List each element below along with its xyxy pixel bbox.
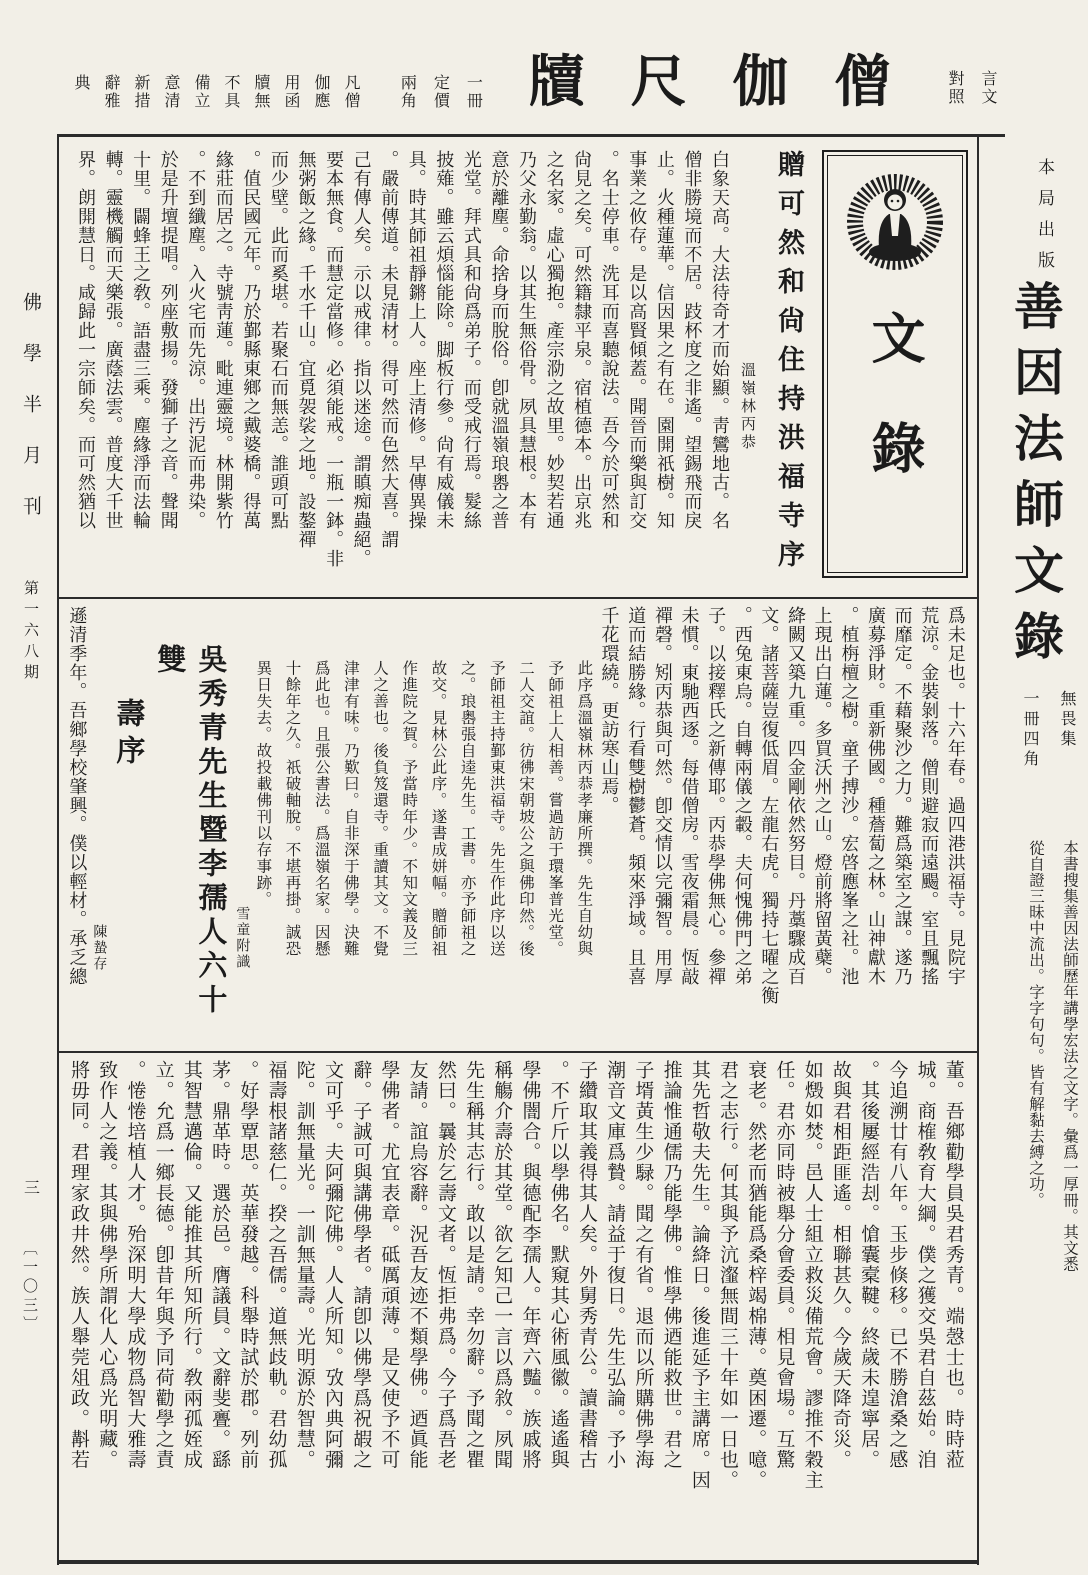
masthead-box-inner [827, 155, 963, 573]
note-column: 津津有味。乃歎曰。自非深于佛學。決難 [341, 660, 360, 957]
text-column: 轉。靈機觸而天樂張。廣蔭法雲。普度大千世 [102, 150, 124, 530]
text-column: 乃父永勤翁。以其生無俗骨。夙具慧根。本有 [516, 150, 537, 530]
text-column: 茅。鼎革時。選於邑。膺議員。文辭斐亹。繇 [209, 1060, 232, 1470]
book-title-char: 伽 [732, 49, 789, 115]
text-column: 其智慧邁倫。又能推其所知所行。敎兩孤姪成 [180, 1060, 203, 1470]
text-column: 。不斤斤以學佛名。默窺其心術風徽。遙遙與 [547, 1060, 570, 1470]
sidebar-book-description [1025, 840, 1081, 1310]
text-column: 光堂。拜式具和尙爲弟子。而受戒行焉。髮絲 [460, 150, 482, 530]
publisher-sidebar [985, 150, 1085, 1560]
text-band-middle [64, 606, 968, 1044]
text-column: 。植栴檀之樹。童子搏沙。宏啓應峯之社。池 [838, 606, 860, 986]
text-column: 衰老。然老而猶能爲桑梓竭棉薄。奠困遷。噫。 [745, 1060, 768, 1491]
text-band-bottom [66, 1060, 968, 1556]
text-column: 絳闕又築九重。四金剛依然努目。丹藁驟成百 [785, 606, 807, 986]
sidebar-label-column: 一冊四角 [1021, 690, 1040, 770]
left-border-rule [57, 137, 59, 1565]
band2-divider-rule [59, 1051, 977, 1053]
article1-body-top [72, 150, 732, 590]
price-column: 定價 [431, 74, 451, 110]
book-title-char: 牘 [528, 49, 585, 115]
ad-column: 辭雅 [102, 74, 121, 110]
article2-title-line1: 吳秀青先生暨李孺人六十雙 [153, 644, 229, 1018]
ad-column: 典 [72, 74, 91, 92]
sidebar-book-labels [1019, 690, 1079, 840]
text-column: 城。商榷敎育大綱。僕之獲交吳君自茲始。洎 [914, 1060, 937, 1470]
page-header [70, 48, 1000, 132]
text-column: 要本無食。而慧定當修。必須能戒。一瓶一鉢。非 [323, 150, 345, 568]
text-column: 。其後屢經浩刦。愴囊槖鞬。終歲未遑寧居。 [858, 1060, 881, 1470]
text-column: 上現出白蓮。多買沃州之山。燈前將留黃蘗。 [811, 606, 833, 986]
text-column: 故與君相距匪遙。相聯甚久。今歲天降奇災。 [829, 1060, 852, 1470]
text-column: 廣募淨財。重新佛國。種薝蔔之林。山神獻木 [864, 606, 886, 986]
text-column: 未慣。東馳西逐。每借僧房。雪夜霜晨。恆敲 [678, 606, 700, 986]
text-column: 。好學覃思。英華發越。科舉時試於郡。列前 [237, 1060, 260, 1470]
note-column: 人之善也。後負笈還寺。重讀其文。不覺 [371, 660, 390, 957]
editor-note-signature: 雪童附識 [234, 906, 251, 970]
caption-column: 對照 [945, 70, 965, 106]
publisher-label: 本局出版 [1034, 158, 1054, 282]
text-column: 學佛闇合。與德配李孺人。年齊六豔。族戚將 [519, 1060, 542, 1470]
note-column: 作進院之賀。予當時年少。不知文義及三 [400, 660, 419, 957]
book-ad-text [70, 48, 363, 122]
text-column: 君之志行。何其與予沆瀣無間三十年如一日也。 [717, 1060, 740, 1491]
text-column: 先生稱其志行。敢以是請。幸勿辭。予聞之瞿 [463, 1060, 486, 1470]
sidebar-desc-column: 從自證三昧中流出。字字句句。皆有解黏去縛之功。 [1027, 840, 1045, 1208]
article1-byline: 溫嶺林丙恭 [739, 362, 757, 452]
ad-column: 凡僧 [342, 74, 361, 110]
text-column: 事業之攸存。是以高賢傾蓋。聞晉而樂與訂交 [626, 150, 648, 530]
note-column: 爲此也。且張公書法。爲溫嶺名家。因懸 [312, 660, 331, 957]
sidebar-divider-rule [977, 137, 979, 1565]
text-column: 學佛者。尤宜表章。砥厲頑薄。是又使予不可 [378, 1060, 401, 1470]
note-column: 之。琅嶴張自逵先生。工書。亦予師祖之 [458, 660, 477, 957]
journal-title: 佛學半月刊 [20, 292, 42, 547]
article1-body-mid [596, 606, 968, 1044]
text-column: 爲未足也。十六年春。過四港洪福寺。見院宇 [944, 606, 966, 986]
bottom-border-rule [59, 1560, 977, 1564]
note-column: 此序爲溫嶺林丙恭孝廉所撰。先生自幼與 [575, 660, 594, 957]
folio-number: 三 [24, 1178, 41, 1197]
ad-column: 伽應 [312, 74, 331, 110]
text-column: 將毋同。君理家政井然。族人舉莞俎政。斠若 [68, 1060, 90, 1470]
text-column: 荒涼。金裝剝落。僧則避寂而遠颺。室且飄搖 [918, 606, 940, 986]
text-column: 意於離塵。命捨身而脫俗。卽就溫嶺琅嶴之普 [488, 150, 510, 530]
text-column: 陀。訓無量光。一訓無量壽。光明源於智慧。 [293, 1060, 316, 1470]
text-column: 立。允爲一鄉長德。卽昔年與予同荷勸學之責 [152, 1060, 175, 1470]
note-column: 予師祖上人相善。嘗過訪于環峯普光堂。 [546, 660, 565, 957]
text-column: 子壻黃生少騄。聞之有省。退而以所購佛學海 [632, 1060, 655, 1470]
text-column: 。惓惓培植人才。殆深明大學成物爲智大雅壽 [124, 1060, 147, 1470]
ad-column: 不具 [222, 74, 241, 110]
note-column: 異日失去。故投載佛刊以存事跡。 [254, 660, 273, 908]
price-column: 一冊 [464, 74, 484, 110]
note-column: 二人交誼。彷彿宋朝坡公之與佛印然。後 [517, 660, 536, 957]
text-column: 白象天高。大法待奇才而始顯。靑鸞地古。名 [708, 150, 730, 530]
text-column: 今追溯廿有八年。玉步倏移。已不勝滄桑之感 [886, 1060, 909, 1470]
book-title-char: 尺 [630, 49, 687, 115]
issue-number: 第一六八期 [22, 580, 40, 685]
text-column: 董。吾鄉勸學員吳君秀青。端愨士也。時時蒞 [942, 1060, 965, 1470]
text-column: 潮音文庫爲贄。請益于復日。先生弘論。予小 [604, 1060, 627, 1470]
text-column: 子纘取其義得其人矣。外舅秀青公。讀書稽古 [575, 1060, 598, 1470]
masthead-box [822, 150, 968, 578]
text-column: 披薙。雖云煩惱能除。脚板行參。尙有威儀未 [433, 150, 455, 530]
text-column: 界。朗開慧日。咸歸此一宗師矣。而可然猶以 [75, 150, 96, 530]
text-column: 己有傳人矣。示以戒律。指以迷途。謂瞋痴蟲絕。 [350, 150, 372, 568]
text-column: 無粥飯之緣。千水千山。宜覓袈裟之地。設鏊禪 [295, 150, 317, 549]
header-divider-rule [57, 134, 1005, 137]
text-column: 其先哲敬夫先生。論絳日。後進延予主講席。因 [688, 1060, 711, 1491]
editor-note [252, 606, 595, 1044]
text-column: 於是升壇提唱。列座敷揚。發獅子之音。聲聞 [157, 150, 179, 530]
text-column: 。嚴前傳道。未見清材。得可然而色然大喜。謂 [378, 150, 400, 549]
sidebar-book-title: 善因法師文錄 [1006, 280, 1065, 676]
note-column: 予師祖主持鄞東洪福寺。先生作此序以送 [487, 660, 506, 957]
text-column: 禪磬。矧丙恭與可然。卽交情以完彌智。用厚 [651, 606, 673, 986]
text-column: 文可乎。夫阿彌陀佛。人人所知。攷內典阿彌 [321, 1060, 344, 1470]
article2-first-column: 遜清季年。吾鄉學校肇興。僕以輕材。承乏總 [66, 606, 88, 986]
text-column: 文。諸菩薩豈復低眉。左龍右虎。獨持七曜之衡 [758, 606, 780, 1005]
article2-title-line2: 壽序 [112, 698, 147, 772]
text-column: 尙見之矣。可然籍隸平泉。宿植德本。出京兆 [571, 150, 593, 530]
text-column: 然曰。曩於乞壽文者。恆拒弗爲。今子爲吾老 [434, 1060, 457, 1470]
buddha-illustration [837, 170, 953, 274]
text-column: 之名家。虛心獨抱。產宗泐之故里。妙契若通 [543, 150, 565, 530]
band1-divider-rule [59, 597, 977, 599]
article1-title: 贈可然和尙住持洪福寺序 [773, 150, 804, 579]
ad-column: 意清 [162, 74, 181, 110]
sidebar-desc-column: 本書搜集善因法師歷年講學宏法之文字。彙爲一厚冊。其文悉 [1061, 840, 1079, 1272]
book-title [519, 48, 911, 115]
text-column: 。不到纖塵。入火宅而先涼。出汚泥而弗染。 [185, 150, 207, 530]
left-margin [0, 0, 56, 1575]
text-column: 子。以接釋氏之新傳耶。丙恭學佛無心。參禪 [705, 606, 727, 986]
ad-column: 新措 [132, 74, 151, 110]
article2-byline: 陳蟄存 [91, 924, 108, 972]
text-column: 如燬如焚。邑人士組立救災備荒會。謬推不穀主 [801, 1060, 824, 1491]
folio-number-bracketed: 〔一〇三〕 [21, 1240, 39, 1335]
book-price [396, 48, 485, 122]
caption-column: 言文 [978, 70, 998, 106]
text-column: 緣莊而居之。寺號靑蓮。毗連靈境。林開紫竹 [212, 150, 234, 530]
text-column: 。西兔東烏。自轉兩儀之轂。夫何愧佛門之弟 [731, 606, 753, 986]
masthead-label: 文錄 [863, 310, 927, 530]
text-column: 致作人之義。其與佛學所謂化人心爲光明藏。 [96, 1060, 119, 1470]
ad-column: 用函 [282, 74, 301, 110]
text-column: 稱觴介壽於其堂。欲乞知己一言以爲敘。夙聞 [491, 1060, 514, 1470]
note-column: 故交。見林公此序。遂書成姘幅。贈師祖 [429, 660, 448, 957]
text-column: 千花環繞。更訪寒山焉。 [598, 606, 620, 815]
text-column: 。名士停車。洗耳而喜聽說法。吾今於可然和 [598, 150, 620, 530]
text-column: 任。君亦同時被舉分會委員。相見會場。互驚 [773, 1060, 796, 1470]
price-column: 兩角 [398, 74, 418, 110]
text-column: 十里。闢蜂王之敎。語盡三乘。塵緣淨而法輪 [130, 150, 152, 530]
note-column: 十餘年之久。祇破軸脫。不堪再掛。誠恐 [283, 660, 302, 957]
text-column: 福壽根諸慈仁。揆之吾儒。道無歧軌。君幼孤 [265, 1060, 288, 1470]
ad-column: 備立 [192, 74, 211, 110]
text-column: 僧非勝境而不居。跂杯度之非遙。望錫飛而戾 [681, 150, 703, 530]
text-column: 止。火種蓮華。信因果之有在。園開祇樹。知 [653, 150, 675, 530]
text-column: 而少壁。此而奚堪。若聚石而無恙。誰頭可點 [267, 150, 289, 530]
text-band-top [66, 150, 968, 590]
sidebar-label-column: 無畏集 [1058, 690, 1077, 750]
text-column: 推論惟通儒乃能學佛。惟學佛迺能救世。君之 [660, 1060, 683, 1470]
text-column: 道而結勝緣。行看雙樹鬱蒼。頻來淨域。且喜 [625, 606, 647, 986]
text-column: 友請。誼烏容辭。況吾友迹不類學佛。迺眞能 [406, 1060, 429, 1470]
text-column: 具。時其師祖靜鏘上人。座上清修。早傳異操 [405, 150, 427, 530]
text-column: 辭。子誠可與講佛學者。請卽以佛學爲祝嘏之 [350, 1060, 373, 1470]
text-column: 而靡定。不藉聚沙之力。難爲築室之謀。遂乃 [891, 606, 913, 986]
ad-column: 牘無 [252, 74, 271, 110]
text-column: 。值民國元年。乃於鄞縣東鄉之戴婆橋。得萬 [240, 150, 262, 530]
book-title-char: 僧 [834, 49, 891, 115]
header-caption [944, 48, 1000, 120]
